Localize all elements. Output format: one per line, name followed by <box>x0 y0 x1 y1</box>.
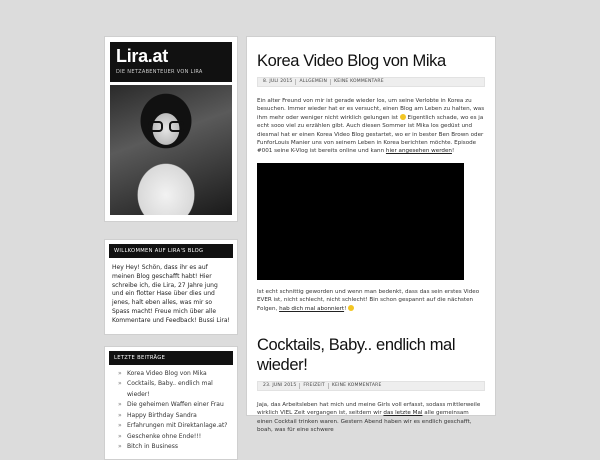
recent-post-link[interactable]: » Bitch in Business <box>115 442 230 453</box>
post-category-link[interactable]: FREIZEIT <box>300 383 329 389</box>
post-meta <box>257 77 485 87</box>
recent-post-link[interactable]: » Happy Birthday Sandra <box>115 411 230 422</box>
video-link[interactable]: hier angesehen werden <box>385 148 452 155</box>
recent-post-link[interactable]: » Cocktails, Baby.. endlich mal wieder! <box>115 379 230 400</box>
recent-post-link[interactable]: » Die geheimen Waffen einer Frau <box>115 400 230 411</box>
post-title[interactable]: Korea Video Blog von Mika <box>257 52 446 70</box>
welcome-widget <box>104 239 238 335</box>
post-body <box>257 401 485 435</box>
smiley-icon <box>348 305 354 311</box>
subscribe-link[interactable]: hab dich mal abonniert <box>279 305 345 312</box>
post-body-text: Eigentlich schade, wo es ja echt sooo viel zu erzählen gibt. Auch diesen Sommer ist Mika los gedüst und diesmal hat er einen Korea Video Blog gestartet, wo er in bester Ben Brown oder FunforLouis Manier uns von seinem Leben in Korea berichten möchte. Episode #001 seine K-Vlog ist bereits online und kann <box>257 114 484 155</box>
post-meta <box>257 381 485 391</box>
main-content <box>246 36 496 434</box>
post-article <box>247 37 495 313</box>
post-body <box>257 97 485 156</box>
recent-post-link[interactable]: » Geschenke ohne Ende!!! <box>115 432 230 443</box>
post-body <box>257 288 485 313</box>
post-body-text: Ein alter Freund von mir ist gerade wieder los, um seine Verlobte in Korea zu besuchen. Immer wieder hat er es versucht, einen Blog am Leben zu halten, was ihm mehr oder weniger nicht wirklich gelungen ist <box>257 98 485 121</box>
brand-widget <box>104 36 238 222</box>
welcome-widget-title: WILLKOMMEN AUF LIRA'S BLOG <box>109 244 233 258</box>
post-body-text: Jaja, das Arbeitsleben hat mich und meine Girls voll erfasst, sodass mittlerweile wirklich VIEL Zeit vergangen ist, seitdem wir <box>257 402 481 417</box>
recent-posts-title: LETZTE BEITRÄGE <box>109 351 233 365</box>
site-tagline: DIE NETZABENTEUER VON LIRA <box>116 69 203 75</box>
post-body-text: Ist echt schnittig geworden und wenn man bedenkt, dass das sein erstes Video EVER ist, nicht schlecht, nicht schlecht! Bin schon gespannt auf die nächsten Folgen, <box>257 288 480 312</box>
last-time-link[interactable]: das letzte Mal <box>383 410 423 417</box>
sidebar <box>104 36 238 460</box>
recent-posts-list <box>109 365 233 455</box>
post-comments-link[interactable]: KEINE KOMMENTARE <box>331 383 382 389</box>
recent-posts-widget <box>104 346 238 460</box>
post-article <box>247 313 495 435</box>
welcome-widget-text: Hey Hey! Schön, dass ihr es auf meinen Blog geschafft habt! Hier schreibe ich, die Lira, 27 Jahre jung und ein flotter Hase über dies und jenes, halt eben alles, was mir so Spass macht! Freue mich über alle Kommentare und Feedback! Bussi Lira! <box>112 264 230 324</box>
post-title[interactable]: Cocktails, Baby.. endlich mal wieder! <box>257 336 456 375</box>
recent-post-link[interactable]: » Korea Video Blog von Mika <box>115 369 230 380</box>
post-category-link[interactable]: ALLGEMEIN <box>296 79 331 85</box>
site-title[interactable]: Lira.at <box>116 46 168 66</box>
header-photo <box>110 85 232 215</box>
post-date: 23. JUNI 2015 <box>260 383 300 389</box>
post-comments-link[interactable]: KEINE KOMMENTARE <box>334 79 384 84</box>
post-body-text: ! <box>344 305 347 312</box>
post-date: 8. JULI 2015 <box>260 79 296 85</box>
glasses-shape <box>148 121 184 133</box>
embedded-video-player[interactable] <box>257 163 464 280</box>
post-body-text: alle gemeinsam einen Cocktail trinken waren. Gestern Abend haben wir es endlich geschafft, boah, was für eine schwere <box>257 410 472 434</box>
post-body-text: ! <box>451 148 455 155</box>
brand-header <box>110 42 232 82</box>
recent-post-link[interactable]: » Erfahrungen mit Direktanlage.at? <box>115 421 230 432</box>
